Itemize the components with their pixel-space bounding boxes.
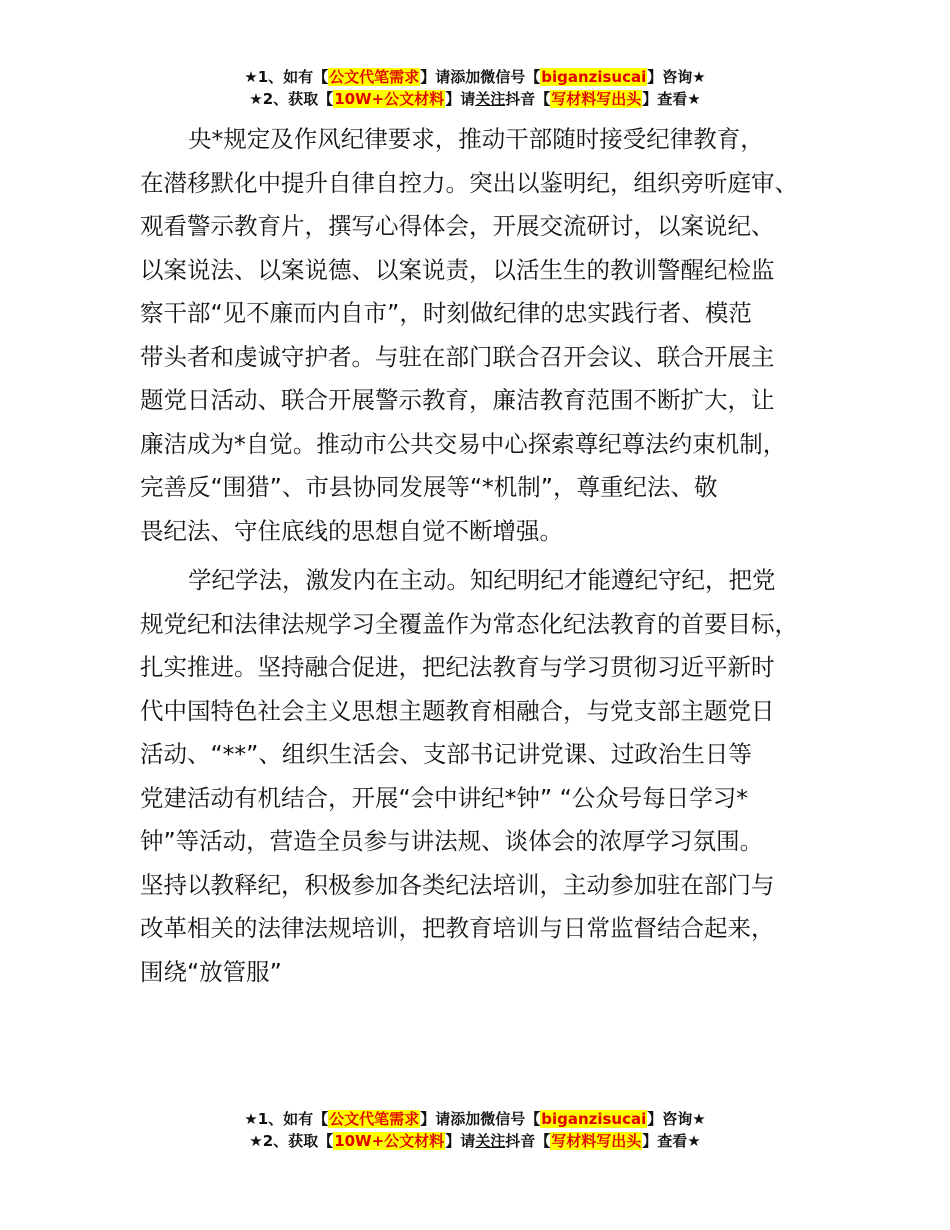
wechat-id: biganzisucai (541, 68, 647, 86)
document-body (140, 118, 840, 994)
highlight-text: 10W+公文材料 (334, 1132, 445, 1150)
highlight-text: 公文代笔需求 (329, 68, 420, 86)
footer-text: 】请 (445, 1132, 476, 1150)
text-line: 活动、“**”、组织生活会、支部书记讲党课、过政治生日等 (140, 740, 752, 768)
footer-text: 】查看★ (642, 1132, 701, 1150)
text-line: 观看警示教育片，撰写心得体会，开展交流研讨，以案说纪、 (140, 212, 775, 240)
header-text: 抖音【 (505, 90, 551, 108)
footer-text: 】请添加微信号【 (420, 1110, 541, 1128)
header-text: 】查看★ (642, 90, 701, 108)
douyin-account: 写材料写出头 (551, 1132, 642, 1150)
footer-line-2 (0, 1130, 950, 1152)
footer-text: 】咨询★ (647, 1110, 706, 1128)
underlined-text: 关注 (475, 1132, 506, 1150)
wechat-id: biganzisucai (541, 1110, 647, 1128)
text-line: 围绕“放管服” (140, 957, 282, 986)
header-text: 】请添加微信号【 (420, 68, 541, 86)
text-line: 完善反“围猎”、市县协同发展等“*机制”，尊重纪法、敬 (140, 473, 718, 501)
text-line: 坚持以教释纪，积极参加各类纪法培训，主动参加驻在部门与 (140, 870, 775, 899)
text-line: 党建活动有机结合，开展“会中讲纪*钟” “公众号每日学习* (140, 783, 748, 812)
highlight-text: 10W+公文材料 (334, 90, 445, 108)
header-text: 】请 (445, 90, 476, 108)
douyin-account: 写材料写出头 (551, 90, 642, 108)
header-text: ★1、如有【 (244, 68, 329, 86)
header-line-1 (0, 66, 950, 88)
footer-line-1 (0, 1108, 950, 1130)
header-text: 】咨询★ (647, 68, 706, 86)
text-line: 学纪学法，激发内在主动。知纪明纪才能遵纪守纪，把党 (188, 566, 776, 594)
underlined-text: 关注 (475, 90, 506, 108)
text-line: 代中国特色社会主义思想主题教育相融合，与党支部主题党日 (140, 696, 775, 725)
header-text: ★2、获取【 (249, 90, 334, 108)
highlight-text: 公文代笔需求 (329, 1110, 420, 1128)
footer-banner (0, 1108, 950, 1152)
text-line: 以案说法、以案说德、以案说责，以活生生的教训警醒纪检监 (140, 255, 775, 284)
text-line: 带头者和虔诚守护者。与驻在部门联合召开会议、联合开展主 (140, 342, 775, 371)
header-line-2 (0, 88, 950, 110)
footer-text: 抖音【 (505, 1132, 551, 1150)
paragraph-1 (140, 118, 840, 553)
footer-text: ★1、如有【 (244, 1110, 329, 1128)
header-banner (0, 66, 950, 110)
text-line: 钟”等活动，营造全员参与讲法规、谈体会的浓厚学习氛围。 (140, 827, 764, 855)
text-line: 扎实推进。坚持融合促进，把纪法教育与学习贯彻习近平新时 (140, 653, 775, 681)
text-line: 改革相关的法律法规培训，把教育培训与日常监督结合起来， (140, 914, 775, 942)
text-line: 规党纪和法律法规学习全覆盖作为常态化纪法教育的首要目标， (140, 609, 798, 638)
paragraph-2 (140, 559, 840, 994)
footer-text: ★2、获取【 (249, 1132, 334, 1150)
text-line: 在潜移默化中提升自律自控力。突出以鉴明纪，组织旁听庭审、 (140, 168, 798, 197)
text-line: 察干部“见不廉而内自市”，时刻做纪律的忠实践行者、模范 (140, 299, 752, 327)
text-line: 廉洁成为*自觉。推动市公共交易中心探索尊纪尊法约束机制， (140, 429, 787, 458)
text-line: 题党日活动、联合开展警示教育，廉洁教育范围不断扩大，让 (140, 386, 775, 414)
text-line: 央*规定及作风纪律要求，推动干部随时接受纪律教育， (188, 125, 764, 153)
text-line: 畏纪法、守住底线的思想自觉不断增强。 (140, 516, 563, 545)
